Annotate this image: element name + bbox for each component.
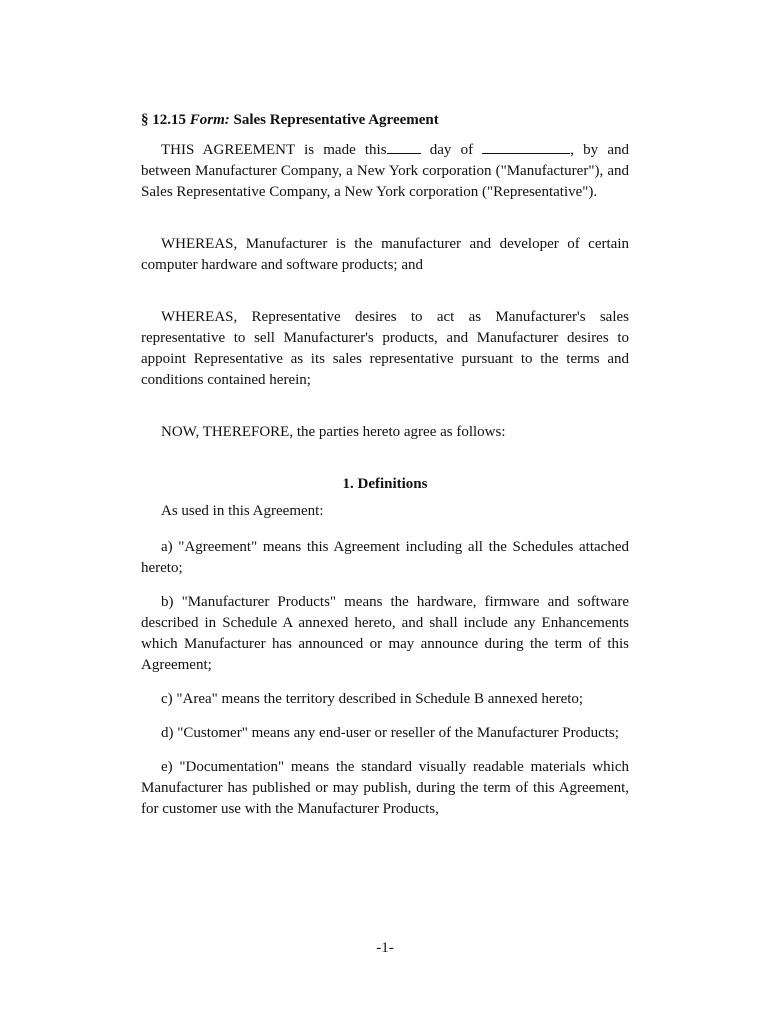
whereas-paragraph-1: WHEREAS, Manufacturer is the manufacturer and developer of certain computer hardware and software products; and [141, 236, 629, 273]
definition-item: a) "Agreement" means this Agreement including all the Schedules attached hereto; [141, 539, 629, 576]
document-body [141, 110, 629, 833]
now-therefore-paragraph: NOW, THEREFORE, the parties hereto agree as follows: [161, 424, 506, 440]
section-number: § 12.15 [141, 112, 186, 128]
form-label: Form: [189, 112, 230, 128]
intro-text-end: , by and between Manufacturer Company, a New York corporation ("Manufacturer"), and Sales Representative Company, a New York corporation ("Representative"). [141, 142, 629, 200]
definitions-intro: As used in this Agreement: [161, 503, 324, 519]
intro-paragraph [141, 139, 629, 203]
whereas-paragraph-2: WHEREAS, Representative desires to act as Manufacturer's sales representative to sell Manufacturer's products, and Manufacturer desires to appoint Representative as its sales representative pursuant to the terms and conditions contained herein; [141, 309, 629, 388]
definition-item: c) "Area" means the territory described in Schedule B annexed hereto; [161, 691, 584, 707]
definition-item: b) "Manufacturer Products" means the hardware, firmware and software described in Schedule A annexed hereto, and shall include any Enhancements which Manufacturer has announced or may announce during the term of this Agreement; [141, 594, 629, 673]
section-title-definitions: 1. Definitions [342, 476, 428, 492]
form-heading [141, 110, 629, 131]
day-blank-line [387, 139, 421, 154]
month-blank-line [482, 139, 570, 154]
definition-item: e) "Documentation" means the standard visually readable materials which Manufacturer has published or may publish, during the term of this Agreement, for customer use with the Manufacturer Products, [141, 759, 629, 817]
form-title: Sales Representative Agreement [233, 112, 439, 128]
definition-item: d) "Customer" means any end-user or reseller of the Manufacturer Products; [161, 725, 619, 741]
intro-text-middle: day of [420, 142, 483, 158]
intro-text-start: THIS AGREEMENT is made this [161, 142, 387, 158]
page-number: -1- [376, 940, 394, 956]
